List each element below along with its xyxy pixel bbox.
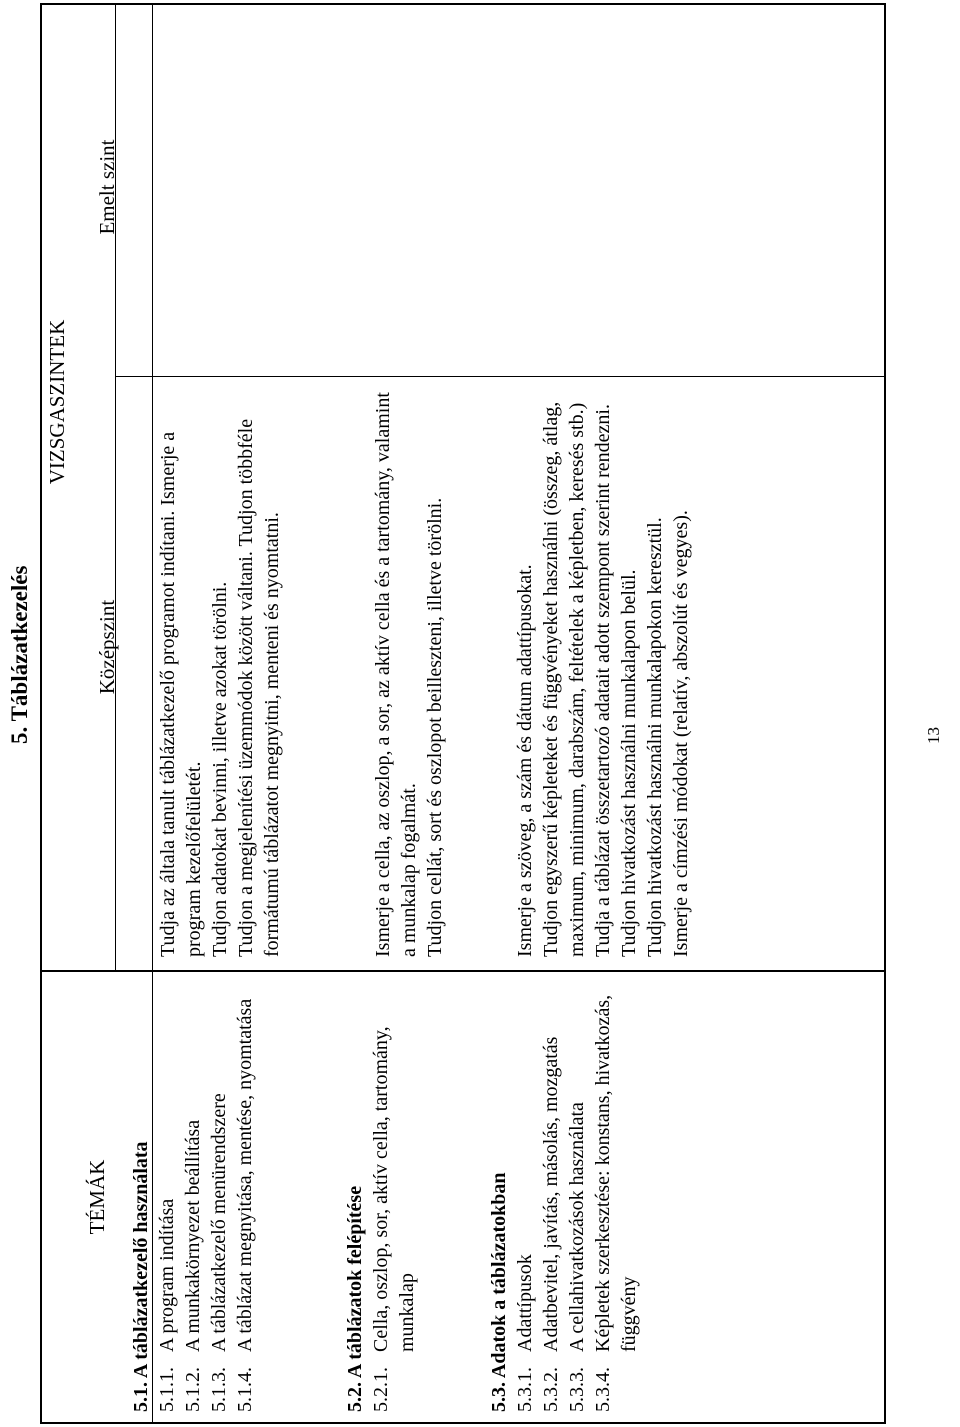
section-2-topics: [342, 982, 420, 1412]
item-number: 5.3.1.: [514, 1367, 536, 1412]
section-1-mid: [155, 387, 285, 957]
list-item: [206, 982, 232, 1412]
list-item: [368, 982, 420, 1412]
mid-requirement: Ismerje a címzési módokat (relatív, abszolút és vegyes).: [670, 510, 692, 957]
item-text: A cellahivatkozások használata: [566, 1102, 588, 1352]
mid-requirement: Ismerje a cella, az oszlop, a sor, az aktív cella és a tartomány, valamint a munkalap fogalmát.: [372, 392, 420, 957]
item-number: 5.1.1.: [156, 1367, 178, 1412]
section-2-mid: [370, 387, 448, 957]
item-number: 5.3.3.: [566, 1367, 588, 1412]
item-text: Adatbevitel, javítás, másolás, mozgatás: [540, 1036, 562, 1352]
mid-requirement: Ismerje a szöveg, a szám és dátum adattípusokat.: [514, 564, 536, 957]
mid-requirement: Tudja az általa tanult táblázatkezelő programot indítani. Ismerje a program kezelőfelületét.: [157, 431, 205, 957]
page-number: 13: [924, 727, 943, 744]
section-1-topics: [128, 982, 258, 1412]
header-levels: VIZSGASZINTEK: [45, 319, 69, 485]
mid-requirement: Tudjon a megjelenítési üzemmódok között váltani. Tudjon többféle formátumú táblázatot megnyitni, menteni és nyomtatni.: [235, 418, 283, 957]
section-3-mid: [512, 387, 694, 957]
item-text: A program indítása: [156, 1198, 178, 1352]
col-divider-levels: [115, 376, 886, 377]
list-item: [538, 982, 564, 1412]
list-item: [590, 982, 642, 1412]
list-item: [564, 982, 590, 1412]
header-topics: TÉMÁK: [85, 1159, 109, 1235]
item-number: 5.3.4.: [592, 1367, 614, 1412]
col-divider-topics: [40, 970, 886, 972]
item-number: 5.1.4.: [234, 1367, 256, 1412]
list-item: [232, 982, 258, 1412]
item-text: Adattípusok: [514, 1254, 536, 1352]
item-number: 5.3.2.: [540, 1367, 562, 1412]
item-text: A táblázatkezelő menürendszere: [208, 1093, 230, 1352]
page-title: 5. Táblázatkezelés: [7, 565, 32, 744]
section-title: 5.3. Adatok a táblázatokban: [488, 1172, 510, 1412]
list-item: [154, 982, 180, 1412]
item-number: 5.2.1.: [370, 1367, 392, 1412]
list-item: [180, 982, 206, 1412]
item-text: Képletek szerkesztése: konstans, hivatkozás, függvény: [592, 994, 640, 1352]
item-number: 5.1.2.: [182, 1367, 204, 1412]
mid-requirement: Tudjon hivatkozást használni munkalapokon keresztül.: [644, 517, 666, 957]
mid-requirement: Tudjon hivatkozást használni munkalapon belül.: [618, 569, 640, 957]
mid-requirement: Tudja a táblázat összetartozó adatait adott szempont szerint rendezni.: [592, 404, 614, 957]
section-title: 5.1. A táblázatkezelő használata: [130, 1141, 152, 1412]
item-text: Cella, oszlop, sor, aktív cella, tartomány, munkalap: [370, 1026, 418, 1352]
header-mid: Középszint: [95, 599, 119, 695]
item-text: A munkakörnyezet beállítása: [182, 1119, 204, 1352]
mid-requirement: Tudjon adatokat bevinni, illetve azokat törölni.: [209, 581, 231, 957]
header-high: Emelt szint: [95, 139, 119, 235]
section-3-topics: [486, 982, 642, 1412]
item-text: A táblázat megnyitása, mentése, nyomtatása: [234, 998, 256, 1352]
mid-requirement: Tudjon egyszerű képleteket és függvényeket használni (összeg, átlag, maximum, minimum, darabszám, feltételek a képletben, keresés stb.): [540, 401, 588, 957]
list-item: [512, 982, 538, 1412]
section-title: 5.2. A táblázatok felépítése: [344, 1185, 366, 1412]
mid-requirement: Tudjon cellát, sort és oszlopot beilleszteni, illetve törölni.: [424, 497, 446, 957]
item-number: 5.1.3.: [208, 1367, 230, 1412]
